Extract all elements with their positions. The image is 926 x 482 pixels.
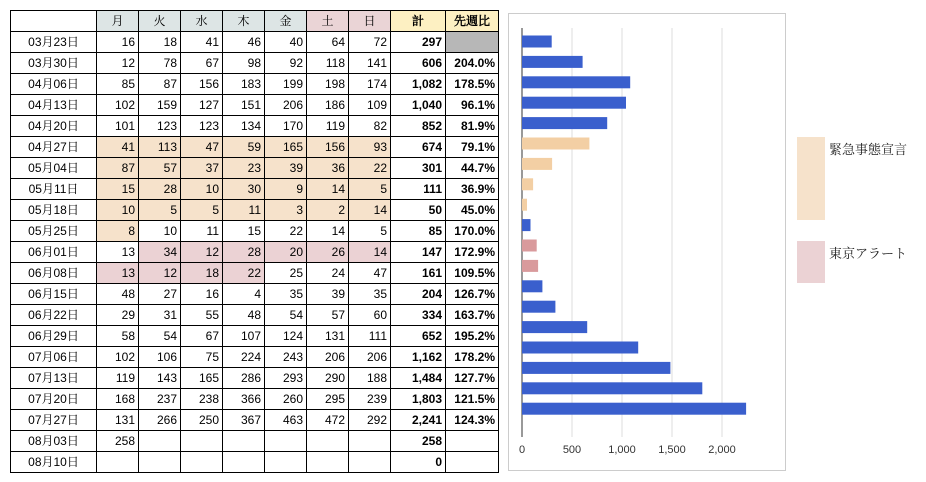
week-over-week-cell: 79.1% [446,137,499,158]
week-date-cell: 08月10日 [11,452,97,473]
daily-count-cell: 118 [307,53,349,74]
weekly-total-cell: 606 [391,53,446,74]
daily-count-cell: 36 [307,158,349,179]
daily-count-cell: 34 [139,242,181,263]
daily-count-cell: 64 [307,32,349,53]
daily-count-cell: 238 [181,389,223,410]
daily-count-cell: 206 [307,347,349,368]
bar-normal [522,362,670,374]
daily-count-cell [349,431,391,452]
daily-count-cell: 87 [97,158,139,179]
daily-count-cell: 239 [349,389,391,410]
daily-count-cell: 111 [349,326,391,347]
daily-count-cell: 295 [307,389,349,410]
weekly-total-cell: 297 [391,32,446,53]
bar-alert [522,260,538,272]
week-date-cell: 04月27日 [11,137,97,158]
header-week-over-week: 先週比 [446,11,499,32]
daily-count-cell: 5 [349,221,391,242]
daily-count-cell: 10 [97,200,139,221]
daily-count-cell: 290 [307,368,349,389]
table-row [11,200,499,221]
daily-count-cell: 93 [349,137,391,158]
bar-emergency [522,178,533,190]
daily-count-cell: 35 [265,284,307,305]
table-body [11,32,499,473]
daily-count-cell [265,452,307,473]
table-row [11,95,499,116]
legend-swatch-alert [797,241,825,283]
week-over-week-cell: 121.5% [446,389,499,410]
week-over-week-cell: 163.7% [446,305,499,326]
week-over-week-cell: 172.9% [446,242,499,263]
week-over-week-cell: 170.0% [446,221,499,242]
daily-count-cell: 131 [97,410,139,431]
table-row [11,221,499,242]
daily-count-cell: 57 [139,158,181,179]
weekly-total-cell: 111 [391,179,446,200]
daily-count-cell: 23 [223,158,265,179]
x-tick-label: 1,500 [658,444,686,456]
daily-count-cell: 292 [349,410,391,431]
header-mon: 月 [97,11,139,32]
daily-count-cell: 14 [349,200,391,221]
daily-count-cell: 48 [97,284,139,305]
daily-count-cell: 31 [139,305,181,326]
week-over-week-cell: 45.0% [446,200,499,221]
daily-count-cell: 109 [349,95,391,116]
bar-normal [522,76,630,88]
table-row [11,389,499,410]
daily-count-cell: 92 [265,53,307,74]
daily-count-cell: 41 [181,32,223,53]
daily-count-cell: 78 [139,53,181,74]
week-over-week-cell: 178.2% [446,347,499,368]
daily-count-cell: 20 [265,242,307,263]
weekly-total-cell: 50 [391,200,446,221]
week-date-cell: 06月01日 [11,242,97,263]
weekly-total-cell: 85 [391,221,446,242]
week-date-cell: 06月08日 [11,263,97,284]
daily-count-cell: 28 [223,242,265,263]
daily-count-cell: 168 [97,389,139,410]
daily-count-cell: 54 [139,326,181,347]
daily-count-cell: 87 [139,74,181,95]
table-header-row [11,11,499,32]
header-wed: 水 [181,11,223,32]
daily-count-cell: 250 [181,410,223,431]
weekly-total-cell: 161 [391,263,446,284]
daily-count-cell: 72 [349,32,391,53]
daily-count-cell [139,431,181,452]
header-total: 計 [391,11,446,32]
daily-count-cell: 18 [139,32,181,53]
daily-count-cell: 30 [223,179,265,200]
daily-count-cell: 35 [349,284,391,305]
table-row [11,32,499,53]
daily-count-cell: 24 [307,263,349,284]
header-sun: 日 [349,11,391,32]
daily-count-cell: 123 [139,116,181,137]
header-thu: 木 [223,11,265,32]
daily-count-cell: 107 [223,326,265,347]
daily-count-cell: 25 [265,263,307,284]
legend-label-alert: 東京アラート [829,246,908,261]
daily-count-cell: 102 [97,347,139,368]
bar-emergency [522,199,527,211]
daily-count-cell: 67 [181,53,223,74]
week-over-week-cell: 81.9% [446,116,499,137]
daily-count-cell: 165 [265,137,307,158]
week-date-cell: 04月06日 [11,74,97,95]
bar-emergency [522,138,589,150]
daily-count-cell: 3 [265,200,307,221]
daily-count-cell: 27 [139,284,181,305]
weekly-total-cell: 674 [391,137,446,158]
daily-count-cell: 119 [307,116,349,137]
week-over-week-cell [446,431,499,452]
daily-count-cell: 40 [265,32,307,53]
daily-count-cell: 47 [349,263,391,284]
weekly-cases-table [10,10,499,473]
daily-count-cell: 463 [265,410,307,431]
daily-count-cell: 159 [139,95,181,116]
week-over-week-cell: 44.7% [446,158,499,179]
week-date-cell: 07月06日 [11,347,97,368]
daily-count-cell: 16 [97,32,139,53]
daily-count-cell: 11 [181,221,223,242]
bar-normal [522,403,746,415]
daily-count-cell: 5 [139,200,181,221]
daily-count-cell: 28 [139,179,181,200]
weekly-total-cell: 1,082 [391,74,446,95]
daily-count-cell: 13 [97,242,139,263]
daily-count-cell: 67 [181,326,223,347]
bar-normal [522,36,552,48]
weekly-total-cell: 204 [391,284,446,305]
table-row [11,452,499,473]
header-tue: 火 [139,11,181,32]
daily-count-cell: 123 [181,116,223,137]
week-over-week-cell: 127.7% [446,368,499,389]
daily-count-cell: 12 [181,242,223,263]
daily-count-cell [97,452,139,473]
chart-panel [508,13,786,471]
x-tick-label: 2,000 [708,444,736,456]
daily-count-cell: 243 [265,347,307,368]
daily-count-cell: 18 [181,263,223,284]
daily-count-cell: 41 [97,137,139,158]
table-row [11,116,499,137]
week-date-cell: 06月22日 [11,305,97,326]
daily-count-cell: 5 [349,179,391,200]
daily-count-cell [223,452,265,473]
daily-count-cell: 127 [181,95,223,116]
daily-count-cell: 188 [349,368,391,389]
daily-count-cell: 183 [223,74,265,95]
weekly-total-cell: 334 [391,305,446,326]
daily-count-cell: 14 [307,221,349,242]
table-row [11,74,499,95]
header-sat: 土 [307,11,349,32]
daily-count-cell [223,431,265,452]
daily-count-cell [265,431,307,452]
week-over-week-cell: 126.7% [446,284,499,305]
daily-count-cell: 124 [265,326,307,347]
daily-count-cell: 15 [223,221,265,242]
table-row [11,179,499,200]
header-blank [11,11,97,32]
daily-count-cell: 9 [265,179,307,200]
weekly-total-cell: 852 [391,116,446,137]
table-row [11,137,499,158]
daily-count-cell: 156 [307,137,349,158]
bar-emergency [522,158,552,170]
daily-count-cell: 54 [265,305,307,326]
bar-chart [509,14,785,470]
daily-count-cell: 12 [97,53,139,74]
daily-count-cell: 11 [223,200,265,221]
week-over-week-cell: 109.5% [446,263,499,284]
daily-count-cell: 119 [97,368,139,389]
daily-count-cell: 37 [181,158,223,179]
header-fri: 金 [265,11,307,32]
daily-count-cell: 29 [97,305,139,326]
week-over-week-cell [446,32,499,53]
bar-normal [522,321,587,333]
daily-count-cell: 58 [97,326,139,347]
daily-count-cell: 8 [97,221,139,242]
bar-normal [522,382,702,394]
daily-count-cell: 39 [265,158,307,179]
table-row [11,263,499,284]
bar-normal [522,219,531,231]
daily-count-cell: 22 [349,158,391,179]
daily-count-cell: 206 [349,347,391,368]
daily-count-cell: 367 [223,410,265,431]
weekly-total-cell: 258 [391,431,446,452]
daily-count-cell: 57 [307,305,349,326]
week-over-week-cell: 96.1% [446,95,499,116]
table-row [11,284,499,305]
daily-count-cell: 258 [97,431,139,452]
daily-count-cell: 366 [223,389,265,410]
week-over-week-cell: 36.9% [446,179,499,200]
daily-count-cell: 206 [265,95,307,116]
daily-count-cell: 15 [97,179,139,200]
weekly-total-cell: 1,040 [391,95,446,116]
bar-normal [522,301,555,313]
daily-count-cell: 170 [265,116,307,137]
daily-count-cell [307,452,349,473]
daily-count-cell: 224 [223,347,265,368]
daily-count-cell: 10 [181,179,223,200]
daily-count-cell: 12 [139,263,181,284]
daily-count-cell: 286 [223,368,265,389]
daily-count-cell [307,431,349,452]
daily-count-cell: 60 [349,305,391,326]
daily-count-cell: 141 [349,53,391,74]
table-row [11,368,499,389]
daily-count-cell: 59 [223,137,265,158]
week-over-week-cell: 178.5% [446,74,499,95]
week-date-cell: 05月25日 [11,221,97,242]
daily-count-cell: 260 [265,389,307,410]
week-date-cell: 08月03日 [11,431,97,452]
table-row [11,158,499,179]
daily-count-cell: 106 [139,347,181,368]
week-date-cell: 03月30日 [11,53,97,74]
daily-count-cell: 48 [223,305,265,326]
daily-count-cell: 75 [181,347,223,368]
x-tick-label: 1,000 [608,444,636,456]
daily-count-cell [181,431,223,452]
daily-count-cell: 186 [307,95,349,116]
daily-count-cell: 131 [307,326,349,347]
daily-count-cell: 174 [349,74,391,95]
daily-count-cell [139,452,181,473]
bar-normal [522,97,626,109]
weekly-total-cell: 652 [391,326,446,347]
table-row [11,347,499,368]
legend-label-emergency: 緊急事態宣言 [829,142,908,157]
weekly-total-cell: 301 [391,158,446,179]
daily-count-cell [349,452,391,473]
bar-normal [522,117,607,129]
weekly-total-cell: 0 [391,452,446,473]
week-date-cell: 03月23日 [11,32,97,53]
daily-count-cell: 14 [349,242,391,263]
x-tick-label: 0 [518,444,526,456]
daily-count-cell: 14 [307,179,349,200]
week-date-cell: 05月11日 [11,179,97,200]
daily-count-cell: 156 [181,74,223,95]
week-date-cell: 04月13日 [11,95,97,116]
daily-count-cell: 82 [349,116,391,137]
legend-swatch-emergency [797,137,825,220]
daily-count-cell: 151 [223,95,265,116]
daily-count-cell: 26 [307,242,349,263]
daily-count-cell: 4 [223,284,265,305]
week-date-cell: 06月29日 [11,326,97,347]
daily-count-cell: 102 [97,95,139,116]
week-date-cell: 05月18日 [11,200,97,221]
bar-normal [522,280,542,292]
daily-count-cell: 55 [181,305,223,326]
daily-count-cell: 13 [97,263,139,284]
daily-count-cell: 10 [139,221,181,242]
week-over-week-cell [446,452,499,473]
daily-count-cell: 22 [265,221,307,242]
week-date-cell: 06月15日 [11,284,97,305]
daily-count-cell: 5 [181,200,223,221]
week-date-cell: 05月04日 [11,158,97,179]
daily-count-cell: 113 [139,137,181,158]
weekly-total-cell: 1,484 [391,368,446,389]
bar-normal [522,342,638,354]
daily-count-cell: 293 [265,368,307,389]
x-tick-label: 500 [562,444,582,456]
week-over-week-cell: 204.0% [446,53,499,74]
daily-count-cell: 39 [307,284,349,305]
table-row [11,305,499,326]
daily-count-cell: 472 [307,410,349,431]
weekly-total-cell: 147 [391,242,446,263]
daily-count-cell: 46 [223,32,265,53]
daily-count-cell: 143 [139,368,181,389]
daily-count-cell: 237 [139,389,181,410]
daily-count-cell: 85 [97,74,139,95]
weekly-total-cell: 1,162 [391,347,446,368]
daily-count-cell: 16 [181,284,223,305]
week-date-cell: 04月20日 [11,116,97,137]
table-row [11,431,499,452]
bar-normal [522,56,583,68]
week-over-week-cell: 195.2% [446,326,499,347]
daily-count-cell: 47 [181,137,223,158]
daily-count-cell: 98 [223,53,265,74]
week-date-cell: 07月20日 [11,389,97,410]
bar-alert [522,240,537,252]
week-over-week-cell: 124.3% [446,410,499,431]
daily-count-cell: 2 [307,200,349,221]
week-date-cell: 07月27日 [11,410,97,431]
table-row [11,410,499,431]
daily-count-cell: 266 [139,410,181,431]
weekly-total-cell: 2,241 [391,410,446,431]
daily-count-cell: 134 [223,116,265,137]
table-row [11,326,499,347]
daily-count-cell: 198 [307,74,349,95]
table-row [11,242,499,263]
week-date-cell: 07月13日 [11,368,97,389]
daily-count-cell: 165 [181,368,223,389]
weekly-total-cell: 1,803 [391,389,446,410]
daily-count-cell: 199 [265,74,307,95]
daily-count-cell [181,452,223,473]
daily-count-cell: 22 [223,263,265,284]
table-row [11,53,499,74]
daily-count-cell: 101 [97,116,139,137]
